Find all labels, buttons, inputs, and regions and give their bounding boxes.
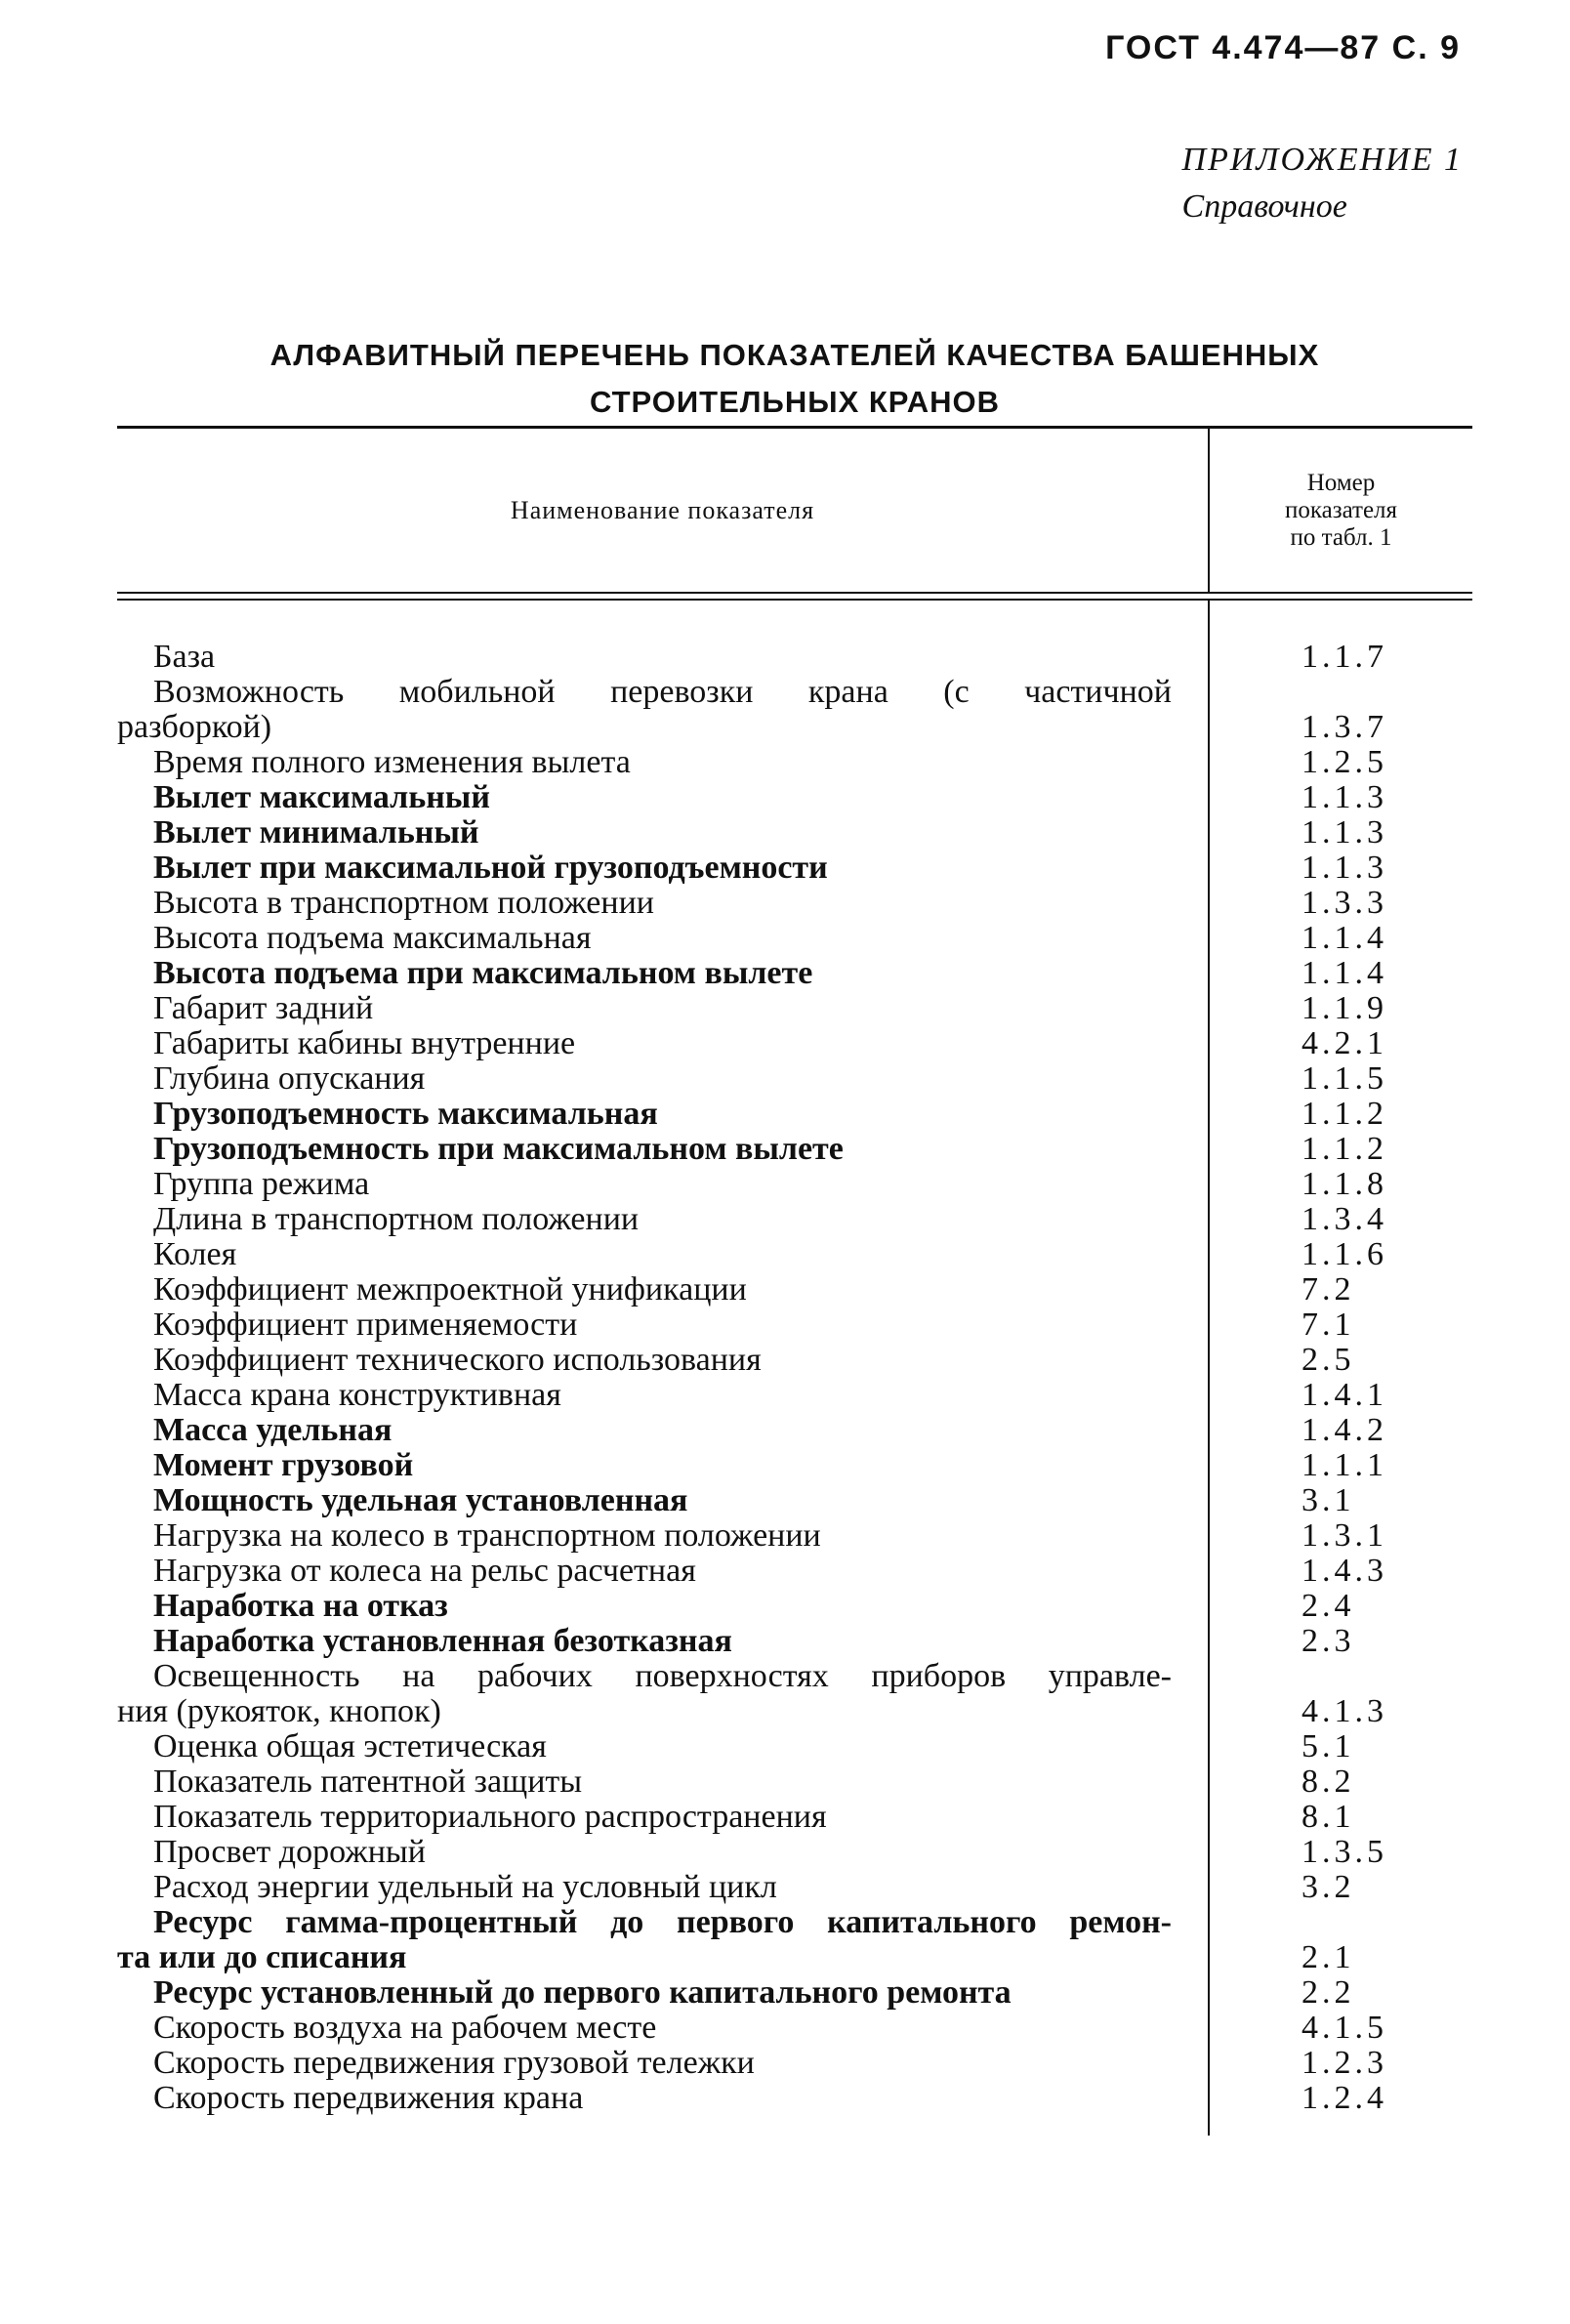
indicator-name: Время полного изменения вылета (153, 744, 631, 780)
indicators-table (117, 426, 1472, 2136)
column-header-number-line-2: показателя (1284, 496, 1398, 523)
indicator-number: 1.1.3 (1301, 779, 1387, 815)
indicator-name: Коэффициент применяемости (153, 1307, 578, 1343)
indicator-name: Скорость передвижения крана (153, 2080, 584, 2116)
appendix-label (1182, 137, 1463, 230)
indicator-number: 2.2 (1301, 1974, 1355, 2011)
indicator-number: 1.1.8 (1301, 1166, 1387, 1202)
indicator-number: 2.1 (1301, 1939, 1355, 1975)
column-header-number-line-1: Номер (1306, 469, 1376, 496)
indicator-name: Наработка установленная безотказная (153, 1623, 732, 1659)
indicator-name: Нагрузка от колеса на рельс расчетная (153, 1553, 696, 1589)
column-header-name: Наименование показателя (510, 495, 815, 524)
indicator-number: 4.1.5 (1301, 2010, 1387, 2046)
indicator-name: Скорость передвижения грузовой тележки (153, 2045, 755, 2081)
indicator-name: Габариты кабины внутренние (153, 1025, 576, 1061)
page-header-code: ГОСТ 4.474—87 С. 9 (1105, 29, 1461, 66)
document-title (117, 332, 1472, 426)
indicator-number: 1.1.4 (1301, 920, 1387, 956)
indicator-name: Высота в транспортном положении (153, 885, 654, 921)
indicator-number: 1.3.5 (1301, 1834, 1387, 1870)
indicator-number: 3.2 (1301, 1869, 1355, 1905)
indicator-number: 1.1.4 (1301, 955, 1387, 991)
indicator-name: Показатель патентной защиты (153, 1764, 583, 1800)
indicator-name: Высота подъема максимальная (153, 920, 592, 956)
indicator-number: 1.1.3 (1301, 850, 1387, 886)
appendix-title: ПРИЛОЖЕНИЕ 1 (1181, 142, 1463, 178)
indicator-number: 1.2.3 (1301, 2045, 1387, 2081)
indicator-name: Расход энергии удельный на условный цикл (153, 1869, 777, 1905)
indicator-name: Габарит задний (153, 990, 374, 1026)
indicator-name: Масса удельная (153, 1412, 392, 1448)
indicator-name: Вылет минимальный (153, 814, 479, 851)
indicator-number: 1.1.7 (1301, 639, 1387, 675)
indicator-number: 7.1 (1301, 1307, 1355, 1343)
indicator-name-line-1: Освещенность на рабочих поверхностях приборов управле- (153, 1658, 1172, 1694)
indicator-name: Наработка на отказ (153, 1588, 448, 1624)
indicator-number: 1.2.4 (1301, 2080, 1387, 2116)
indicator-name: Нагрузка на колесо в транспортном положении (153, 1517, 821, 1554)
indicator-number: 7.2 (1301, 1271, 1355, 1307)
indicator-name: Глубина опускания (153, 1060, 426, 1097)
indicator-name-line-1: Возможность мобильной перевозки крана (с частичной (153, 674, 1172, 710)
table-header-rule (117, 592, 1472, 601)
document-title-line-1: АЛФАВИТНЫЙ ПЕРЕЧЕНЬ ПОКАЗАТЕЛЕЙ КАЧЕСТВА БАШЕННЫХ (269, 338, 1320, 372)
indicator-number: 1.1.2 (1301, 1131, 1387, 1167)
indicator-number: 1.3.4 (1301, 1201, 1387, 1237)
indicator-name-line-2: разборкой) (117, 709, 272, 745)
indicator-name: Коэффициент технического использования (153, 1342, 762, 1378)
indicator-number: 1.4.1 (1301, 1377, 1387, 1413)
indicator-name: Колея (153, 1236, 237, 1272)
indicator-number: 1.1.9 (1301, 990, 1387, 1026)
indicator-name: База (153, 639, 216, 675)
indicator-number: 1.3.3 (1301, 885, 1387, 921)
table-body (117, 601, 1472, 2136)
indicator-name: Высота подъема при максимальном вылете (153, 955, 813, 991)
indicator-name: Длина в транспортном положении (153, 1201, 640, 1237)
indicator-number: 1.1.5 (1301, 1060, 1387, 1097)
indicator-number: 2.5 (1301, 1342, 1355, 1378)
indicator-name (117, 1905, 1208, 1975)
indicator-name: Просвет дорожный (153, 1834, 426, 1870)
indicator-number: 5.1 (1301, 1728, 1355, 1764)
appendix-subtitle: Справочное (1181, 188, 1347, 225)
indicator-name-line-2: та или до списания (117, 1939, 407, 1975)
document-title-line-2: СТРОИТЕЛЬНЫХ КРАНОВ (589, 385, 1001, 419)
indicator-name-line-2: ния (рукояток, кнопок) (117, 1693, 441, 1729)
indicator-name: Масса крана конструктивная (153, 1377, 561, 1413)
indicator-number: 2.4 (1301, 1588, 1355, 1624)
indicator-name: Грузоподъемность максимальная (153, 1096, 658, 1132)
indicator-number: 1.3.7 (1301, 709, 1387, 745)
indicator-name-line-1: Ресурс гамма-процентный до первого капитального ремон- (153, 1904, 1172, 1940)
indicator-name: Скорость воздуха на рабочем месте (153, 2010, 657, 2046)
numbers-column (1208, 601, 1472, 2136)
indicator-number: 8.1 (1301, 1799, 1355, 1835)
indicator-name: Группа режима (153, 1166, 370, 1202)
indicator-number: 1.1.1 (1301, 1447, 1387, 1483)
indicator-number: 4.1.3 (1301, 1693, 1387, 1729)
indicator-number: 1.1.6 (1301, 1236, 1387, 1272)
indicator-number: 8.2 (1301, 1764, 1355, 1800)
indicator-name: Коэффициент межпроектной унификации (153, 1271, 747, 1307)
indicator-name: Грузоподъемность при максимальном вылете (153, 1131, 844, 1167)
column-header-number-line-3: по табл. 1 (1290, 523, 1392, 551)
indicator-number: 1.4.3 (1301, 1553, 1387, 1589)
table-header-row (117, 429, 1472, 592)
indicator-name: Показатель территориального распространения (153, 1799, 827, 1835)
indicator-number: 4.2.1 (1301, 1025, 1387, 1061)
indicator-name: Оценка общая эстетическая (153, 1728, 547, 1764)
indicator-name: Вылет максимальный (153, 779, 490, 815)
indicator-number: 1.3.1 (1301, 1517, 1387, 1554)
indicator-number: 1.1.2 (1301, 1096, 1387, 1132)
indicator-number: 3.1 (1301, 1482, 1355, 1518)
indicator-name (117, 675, 1208, 745)
indicator-number: 1.2.5 (1301, 744, 1387, 780)
indicator-name (117, 1659, 1208, 1729)
indicator-name: Мощность удельная установленная (153, 1482, 688, 1518)
indicator-name: Вылет при максимальной грузоподъемности (153, 850, 828, 886)
indicator-number: 1.1.3 (1301, 814, 1387, 851)
column-header-number (1208, 429, 1472, 592)
indicator-number: 1.4.2 (1301, 1412, 1387, 1448)
indicator-name: Момент грузовой (153, 1447, 414, 1483)
indicator-number: 2.3 (1301, 1623, 1355, 1659)
names-column (117, 601, 1208, 2136)
indicator-name: Ресурс установленный до первого капитального ремонта (153, 1974, 1012, 2011)
